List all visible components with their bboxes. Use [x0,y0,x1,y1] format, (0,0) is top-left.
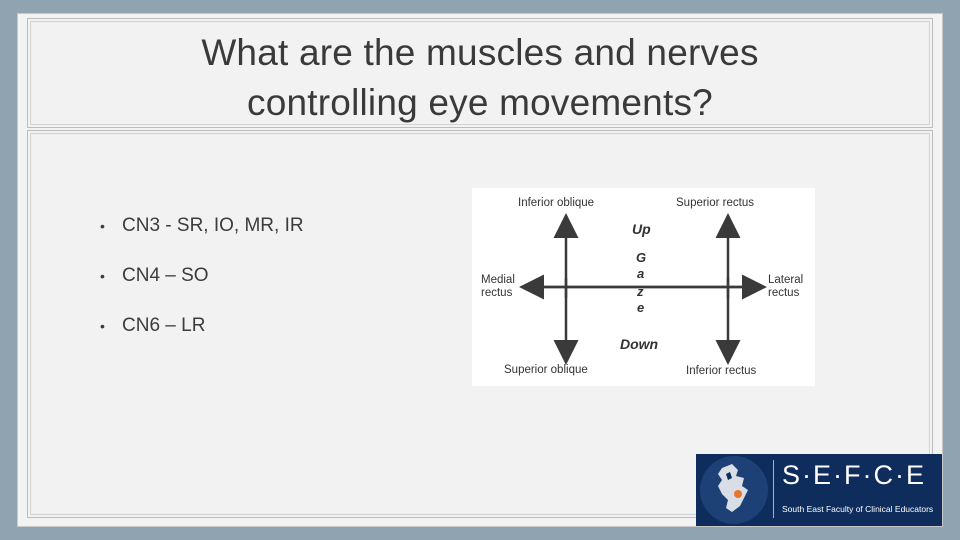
label-gaze-e: e [637,300,645,315]
label-up: Up [632,221,651,237]
logo-acronym: S·E·F·C·E [782,460,926,490]
eye-movement-diagram [472,188,815,386]
label-lateral: Lateral [768,274,804,286]
label-inferior-rectus: Inferior rectus [686,365,757,377]
bullet-text: CN6 – LR [122,315,206,336]
bullet-text: CN3 - SR, IO, MR, IR [122,215,304,236]
slide [18,14,942,526]
label-medial: Medial [481,274,515,286]
slide-title-line-2: controlling eye movements? [247,82,713,123]
logo-tagline: South East Faculty of Clinical Educators [782,504,934,514]
label-superior-rectus: Superior rectus [676,197,754,209]
label-lateral-rectus: rectus [768,287,800,299]
label-inferior-oblique: Inferior oblique [518,197,595,209]
scotland-map-icon [696,454,772,526]
label-superior-oblique: Superior oblique [504,364,588,376]
bullet-item [100,264,304,288]
label-gaze-z: z [637,284,644,299]
slide-title-line-1: What are the muscles and nerves [201,32,759,73]
label-gaze-a: a [637,266,645,281]
label-down: Down [620,336,659,352]
bullet-list [100,214,304,364]
label-gaze-g: G [636,250,647,265]
bullet-dot-icon: • [100,268,105,284]
bullet-item [100,214,304,238]
bullet-text: CN4 – SO [122,265,209,286]
logo-divider [773,460,774,518]
bullet-item [100,314,304,338]
bullet-dot-icon: • [100,218,105,234]
label-medial-rectus: rectus [481,287,513,299]
slide-title [58,28,902,128]
sefce-logo [696,454,942,526]
bullet-dot-icon: • [100,318,105,334]
